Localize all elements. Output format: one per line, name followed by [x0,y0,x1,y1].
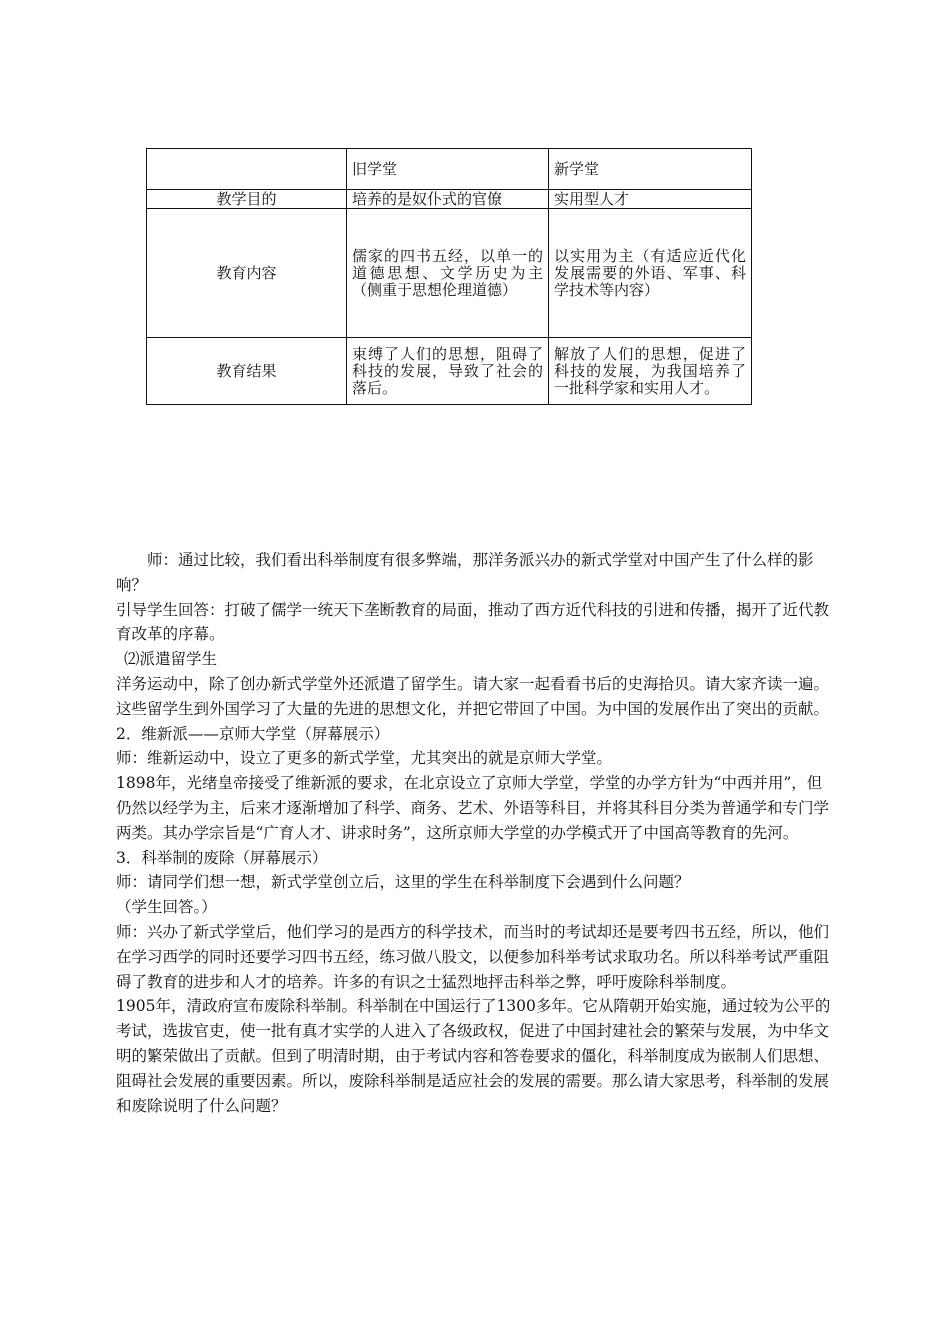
section-heading: 3．科举制的废除（屏幕展示） [116,848,328,867]
table-header-cell: 新学堂 [549,149,752,190]
paragraph: 师：维新运动中，设立了更多的新式学堂，尤其突出的就是京师大学堂。 [116,749,613,768]
row-label: 教学目的 [147,190,347,209]
section-heading: 2．维新派——京师大学堂（屏幕展示） [116,724,390,743]
paragraph: 1905年，清政府宣布废除科举制。科举制在中国运行了1300多年。它从隋朝开始实施，通过较为公平的考试，选拔官吏，使一批有真才实学的人进入了各级政权，促进了中国封建社会的繁荣与发展，为中华文明的繁荣做出了贡献。但到了明清时期，由于考试内容和答卷要求的僵化，科举制度成为嵌制人们思想、阻碍社会发展的重要因素。所以，废除科举制是适应社会的发展的需要。那么请大家思考，科举制的发展和废除说明了什么问题？ [116,997,831,1115]
table-cell: 解放了人们的思想，促进了科技的发展，为我国培养了一批科学家和实用人才。 [549,338,752,405]
paragraph: （学生回答。） [116,898,217,917]
row-label: 教育内容 [147,209,347,338]
paragraph: 师：通过比较，我们看出科举制度有很多弊端，那洋务派兴办的新式学堂对中国产生了什么样的影响？ [116,551,814,594]
table-cell: 以实用为主（有适应近代化发展需要的外语、军事、科学技术等内容） [549,209,752,338]
table-row [147,338,752,405]
table-cell: 束缚了人们的思想，阻碍了科技的发展，导致了社会的落后。 [347,338,549,405]
paragraph: 这些留学生到外国学习了大量的先进的思想文化，并把它带回了中国。为中国的发展作出了突出的贡献。 [116,699,830,718]
row-label: 教育结果 [147,338,347,405]
table-cell: 儒家的四书五经，以单一的道德思想、文学历史为主（侧重于思想伦理道德） [347,209,549,338]
paragraph: 1898年，光绪皇帝接受了维新派的要求，在北京设立了京师大学堂，学堂的办学方针为“中西并用”，但仍然以经学为主，后来才逐渐增加了科学、商务、艺术、外语等科目，并将其科目分类为普通学和专门学两类。其办学宗旨是“广育人才、讲求时务”，这所京师大学堂的办学模式开了中国高等教育的先河。 [116,774,830,842]
comparison-table [146,148,752,405]
paragraph: 引导学生回答：打破了儒学一统天下垄断教育的局面，推动了西方近代科技的引进和传播，揭开了近代教育改革的序幕。 [116,600,830,644]
table-header-row [147,149,752,190]
table-header-cell: 旧学堂 [347,149,549,190]
section-heading: ⑵派遣留学生 [124,650,218,669]
table-cell: 培养的是奴仆式的官僚 [347,190,549,209]
table-cell: 实用型人才 [549,190,752,209]
table-row [147,209,752,338]
paragraph: 师：兴办了新式学堂后，他们学习的是西方的科学技术，而当时的考试却还是要考四书五经，所以，他们在学习西学的同时还要学习四书五经，练习做八股文，以便参加科举考试求取功名。所以科举考试严重阻碍了教育的进步和人才的培养。许多的有识之士猛烈地抨击科举之弊，呼吁废除科举制度。 [116,922,830,991]
table-row [147,190,752,209]
table-header-cell [147,149,347,190]
body-text [116,548,836,1118]
paragraph: 师：请同学们想一想，新式学堂创立后，这里的学生在科举制度下会遇到什么问题？ [116,873,690,892]
paragraph: 洋务运动中，除了创办新式学堂外还派遣了留学生。请大家一起看看书后的史海拾贝。请大家齐读一遍。 [116,674,830,693]
